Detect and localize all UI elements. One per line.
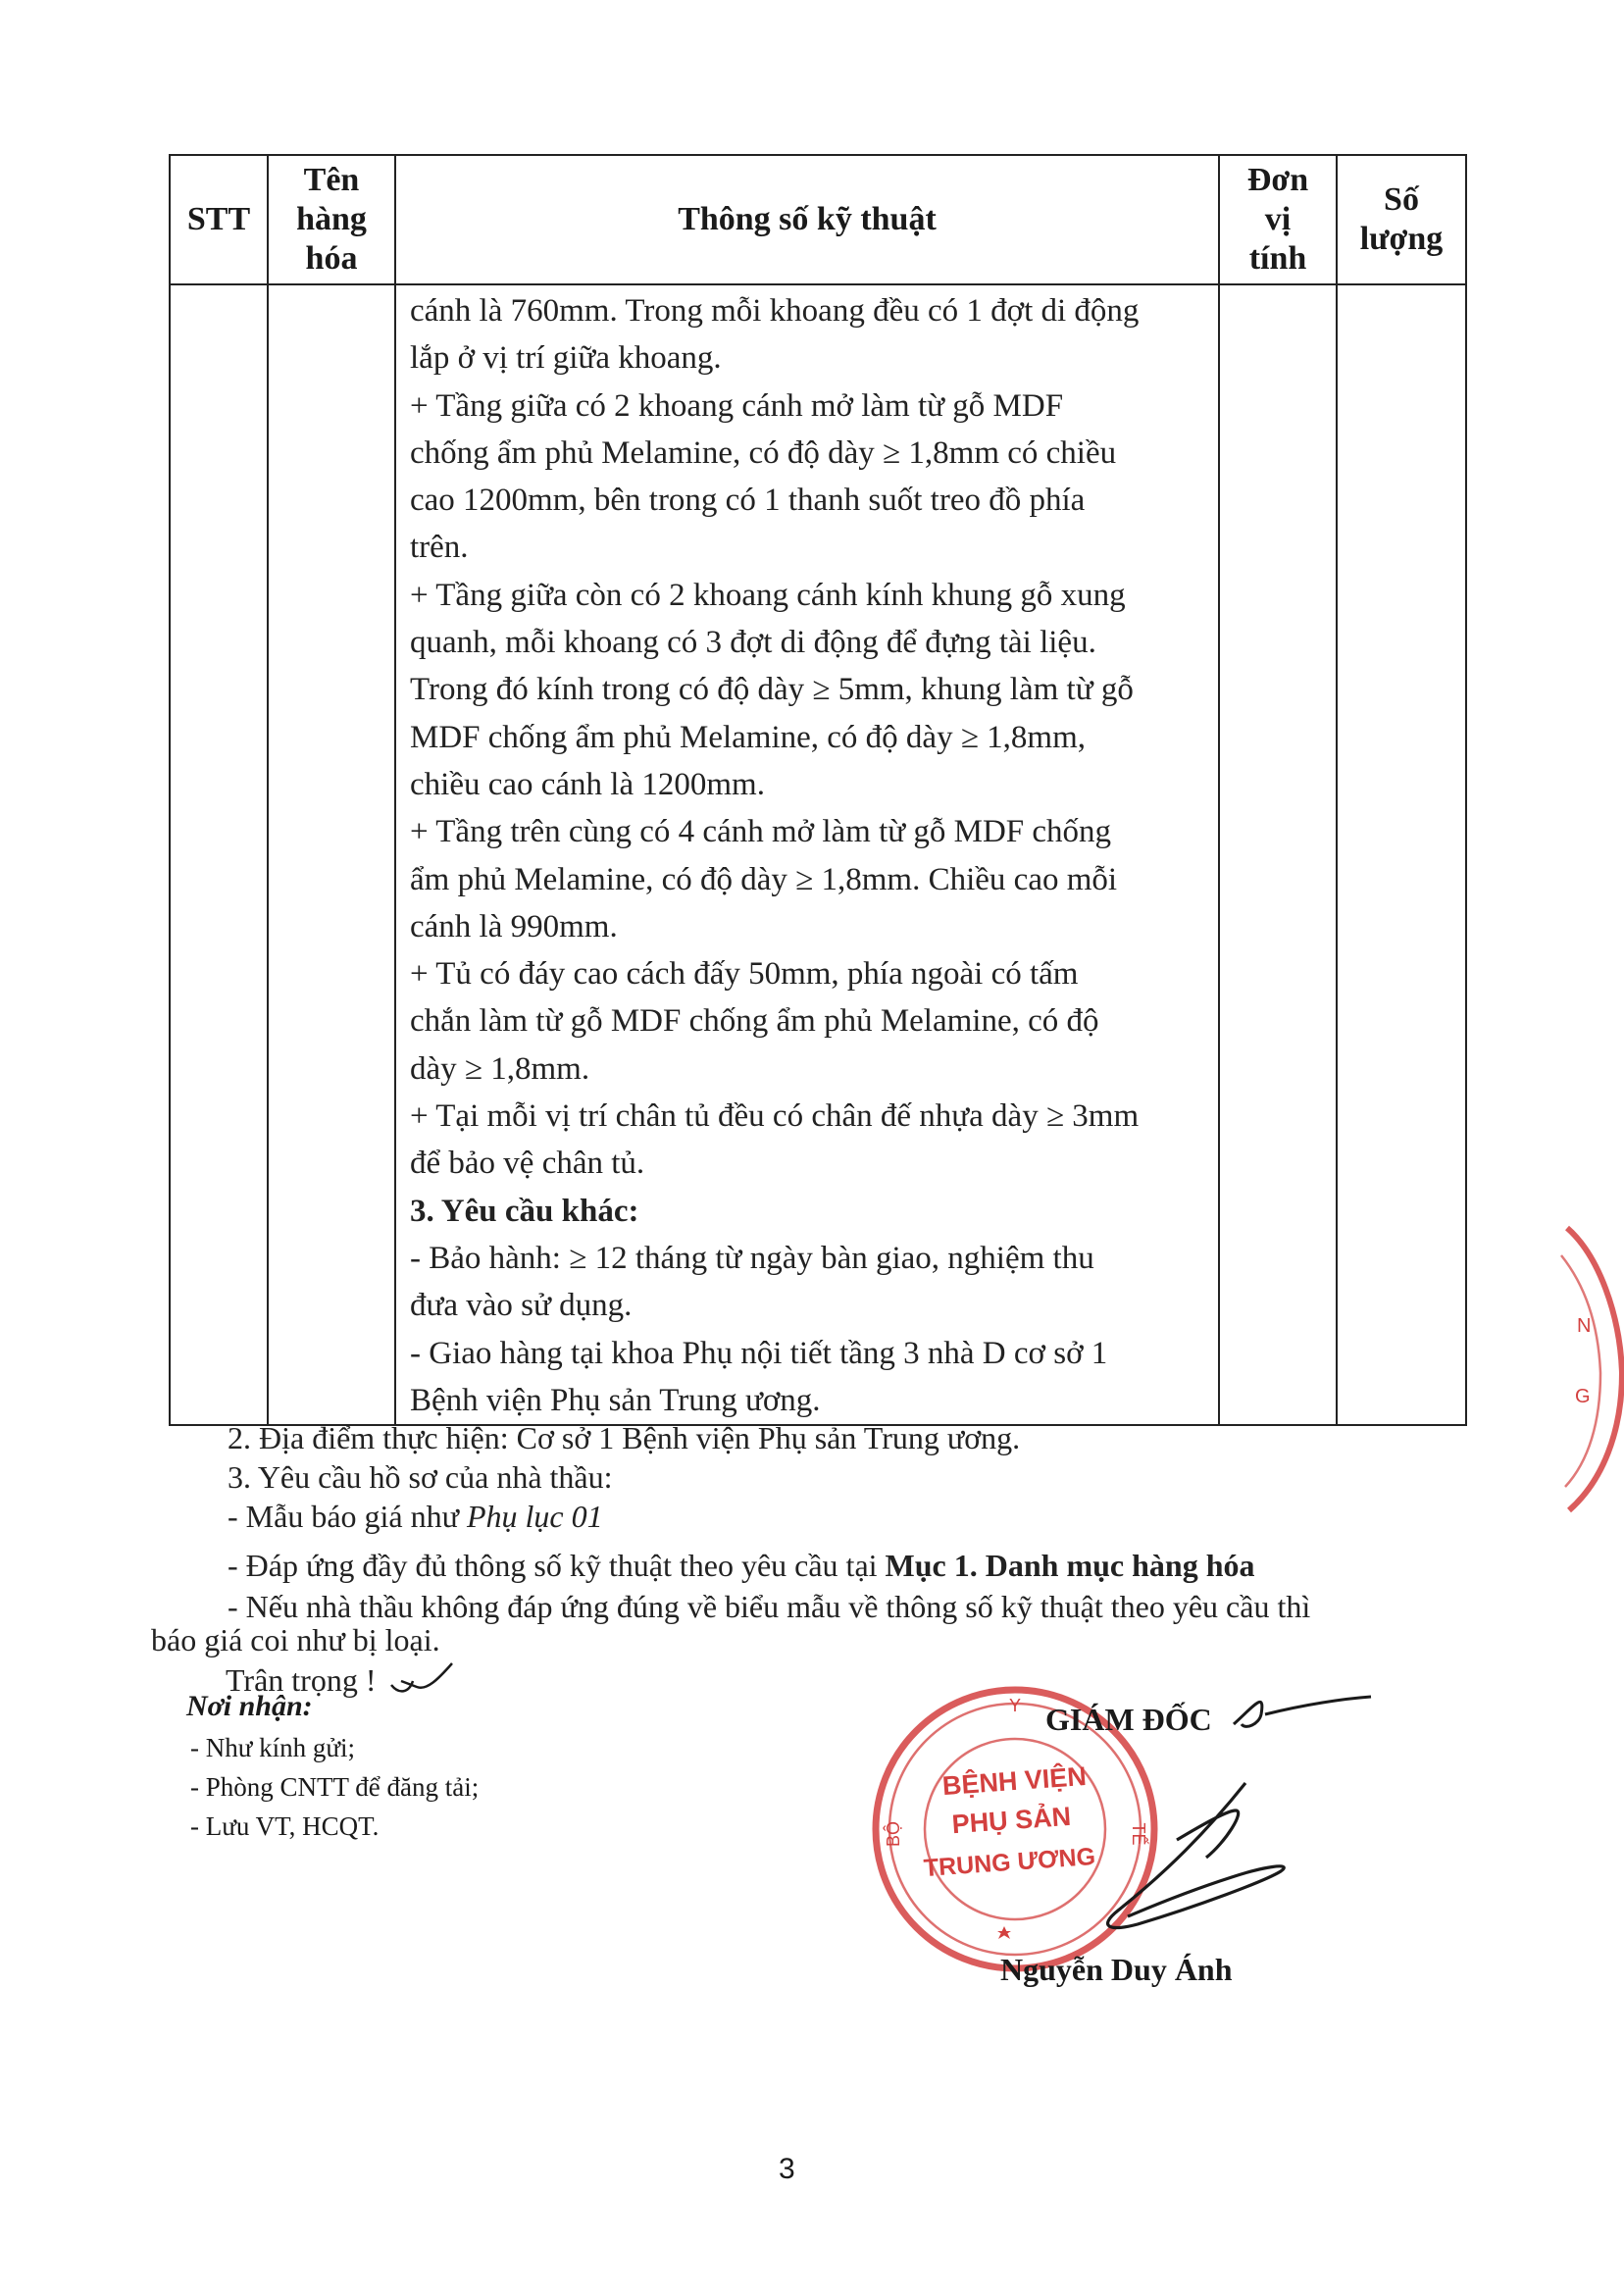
spec-line: + Tủ có đáy cao cách đấy 50mm, phía ngoài có tấm xyxy=(410,956,1079,993)
cell-spec xyxy=(395,284,1219,1425)
header-item-name-line3: hóa xyxy=(305,240,358,277)
spec-requirement-prefix: - Đáp ứng đầy đủ thông số kỹ thuật theo yêu cầu tại xyxy=(228,1548,886,1583)
other-line: Bệnh viện Phụ sản Trung ương. xyxy=(410,1382,821,1418)
list-item: - Phòng CNTT để đăng tải; xyxy=(190,1772,480,1802)
location-line: 2. Địa điểm thực hiện: Cơ sở 1 Bệnh viện Phụ sản Trung ương. xyxy=(228,1420,1021,1455)
other-line: đưa vào sử dụng. xyxy=(410,1288,633,1324)
recipients-block xyxy=(186,1689,479,1846)
spec-line: + Tầng trên cùng có 4 cánh mở làm từ gỗ MDF chống xyxy=(410,814,1112,850)
other-requirements-title: 3. Yêu cầu khác: xyxy=(410,1193,639,1229)
list-item: - Như kính gửi; xyxy=(190,1733,356,1762)
quote-form-prefix: - Mẫu báo giá như xyxy=(228,1499,467,1534)
spec-line: để bảo vệ chân tủ. xyxy=(410,1146,645,1182)
spec-table xyxy=(169,154,1467,1426)
spec-requirement-ref: Mục 1. Danh mục hàng hóa xyxy=(885,1548,1255,1583)
stamp-ring-left: BỘ xyxy=(884,1820,903,1848)
spec-requirement-line xyxy=(228,1546,1254,1585)
header-item-name-line1: Tên xyxy=(303,162,360,198)
quote-form-ref: Phụ lục 01 xyxy=(466,1499,603,1534)
spec-line: chống ẩm phủ Melamine, có độ dày ≥ 1,8mm có chiều xyxy=(410,434,1117,471)
stamp-ring-right: TẾ xyxy=(1129,1822,1148,1846)
list-item: - Lưu VT, HCQT. xyxy=(190,1811,380,1841)
reject-line-1: - Nếu nhà thầu không đáp ứng đúng về biểu mẫu về thông số kỹ thuật theo yêu cầu thì xyxy=(228,1589,1311,1624)
stamp-ring-top: Y xyxy=(1008,1696,1022,1715)
spec-line: dày ≥ 1,8mm. xyxy=(410,1050,590,1087)
header-spec: Thông số kỹ thuật xyxy=(395,155,1219,284)
other-line: - Bảo hành: ≥ 12 tháng từ ngày bàn giao, nghiệm thu xyxy=(410,1240,1094,1276)
spec-line: quanh, mỗi khoang có 3 đợt di động để đựng tài liệu. xyxy=(410,625,1096,661)
regards-text: Trân trọng ! xyxy=(226,1662,377,1698)
spec-line: Trong đó kính trong có độ dày ≥ 5mm, khung làm từ gỗ xyxy=(410,672,1134,708)
cell-stt xyxy=(170,284,268,1425)
spec-line: cao 1200mm, bên trong có 1 thanh suốt treo đồ phía xyxy=(410,483,1086,519)
spec-line: chiều cao cánh là 1200mm. xyxy=(410,766,765,802)
spec-line: MDF chống ẩm phủ Melamine, có độ dày ≥ 1,8mm, xyxy=(410,719,1087,755)
signer-name: Nguyễn Duy Ánh xyxy=(1000,1952,1233,1987)
stamp-line-2: PHỤ SẢN xyxy=(950,1801,1073,1840)
other-line: - Giao hàng tại khoa Phụ nội tiết tầng 3 nhà D cơ sở 1 xyxy=(410,1335,1108,1371)
recipients-title: Nơi nhận: xyxy=(186,1690,313,1722)
edge-stamp-fragment xyxy=(1559,1216,1624,1520)
spec-line: + Tầng giữa còn có 2 khoang cánh kính khung gỗ xung xyxy=(410,577,1126,613)
stamp-line-3: TRUNG ƯƠNG xyxy=(922,1842,1096,1883)
header-item-name xyxy=(268,155,395,284)
header-unit xyxy=(1219,155,1337,284)
table-header-row xyxy=(170,155,1466,284)
header-item-name-line2: hàng xyxy=(296,201,367,237)
stamp-line-1: BỆNH VIỆN xyxy=(940,1760,1088,1802)
header-quantity xyxy=(1337,155,1466,284)
stamp-star-icon xyxy=(997,1926,1011,1939)
director-signature xyxy=(1059,1685,1393,1950)
cell-unit xyxy=(1219,284,1337,1425)
spec-line: ẩm phủ Melamine, có độ dày ≥ 1,8mm. Chiều cao mỗi xyxy=(410,861,1118,897)
reject-line-2: báo giá coi như bị loại. xyxy=(151,1622,440,1657)
header-unit-line2: vị xyxy=(1264,201,1292,237)
spec-line: + Tầng giữa có 2 khoang cánh mở làm từ gỗ MDF xyxy=(410,387,1064,424)
quote-form-line xyxy=(228,1497,603,1536)
spec-line: + Tại mỗi vị trí chân tủ đều có chân đế nhựa dày ≥ 3mm xyxy=(410,1098,1140,1135)
edge-stamp-letter-1: N xyxy=(1577,1315,1592,1337)
header-quantity-line2: lượng xyxy=(1359,221,1444,257)
recipients-list xyxy=(190,1728,479,1846)
header-unit-line3: tính xyxy=(1248,240,1307,277)
header-unit-line1: Đơn xyxy=(1246,162,1309,198)
header-stt: STT xyxy=(170,155,268,284)
spec-line: lắp ở vị trí giữa khoang. xyxy=(410,340,722,377)
signer-title: GIÁM ĐỐC xyxy=(1045,1702,1212,1737)
header-quantity-line1: Số xyxy=(1384,181,1419,218)
table-row xyxy=(170,284,1466,1425)
spec-line: chắn làm từ gỗ MDF chống ẩm phủ Melamine, có độ xyxy=(410,1003,1099,1040)
cell-item-name xyxy=(268,284,395,1425)
spec-line: trên. xyxy=(410,530,469,566)
page-number: 3 xyxy=(779,2153,795,2185)
cell-quantity xyxy=(1337,284,1466,1425)
spec-body xyxy=(396,285,1218,1424)
edge-stamp-letter-2: G xyxy=(1575,1386,1591,1407)
docs-requirement-line: 3. Yêu cầu hồ sơ của nhà thầu: xyxy=(228,1459,613,1495)
spec-line: cánh là 990mm. xyxy=(410,908,618,944)
spec-line: cánh là 760mm. Trong mỗi khoang đều có 1 đợt di động xyxy=(410,293,1140,329)
